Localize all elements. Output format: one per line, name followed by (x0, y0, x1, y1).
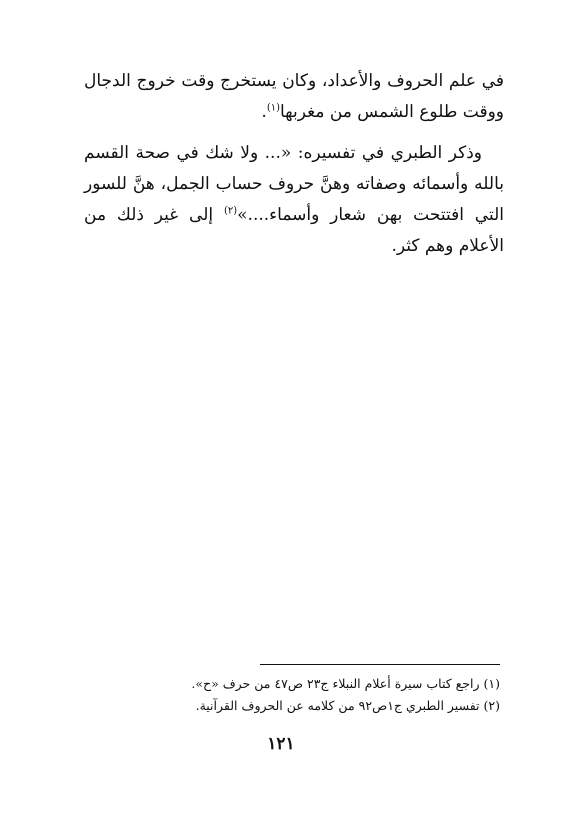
body-paragraph-1 (84, 66, 504, 128)
page-number: ١٢١ (267, 734, 295, 754)
paragraph-2-end: إلى غير ذلك من الأعلام وهم كثر. (84, 205, 504, 256)
footnote-separator (260, 664, 500, 665)
paragraph-1-text: في علم الحروف والأعداد، وكان يستخرج وقت خروج الدجال ووقت طلوع الشمس من مغربها (84, 71, 504, 122)
footnote-ref-1: (١) (266, 102, 280, 114)
footnote-2: (٢) تفسير الطبري ج١ص٩٢ من كلامه عن الحروف القرآنية. (195, 698, 500, 713)
footnote-ref-2: (٢) (223, 205, 238, 217)
footnote-1: (١) راجع كتاب سيرة أعلام النبلاء ج٢٣ ص٤٧ من حرف «ح». (191, 676, 500, 691)
paragraph-2-text: وذكر الطبري في تفسيره: «... ولا شك في صحة القسم بالله وأسمائه وصفاته وهنَّ حروف حساب الجمل، هنَّ للسور التي افتتحت بهن شعار وأسماء....» (84, 143, 504, 225)
paragraph-1-end: . (261, 102, 267, 122)
body-paragraph-2 (84, 138, 504, 262)
